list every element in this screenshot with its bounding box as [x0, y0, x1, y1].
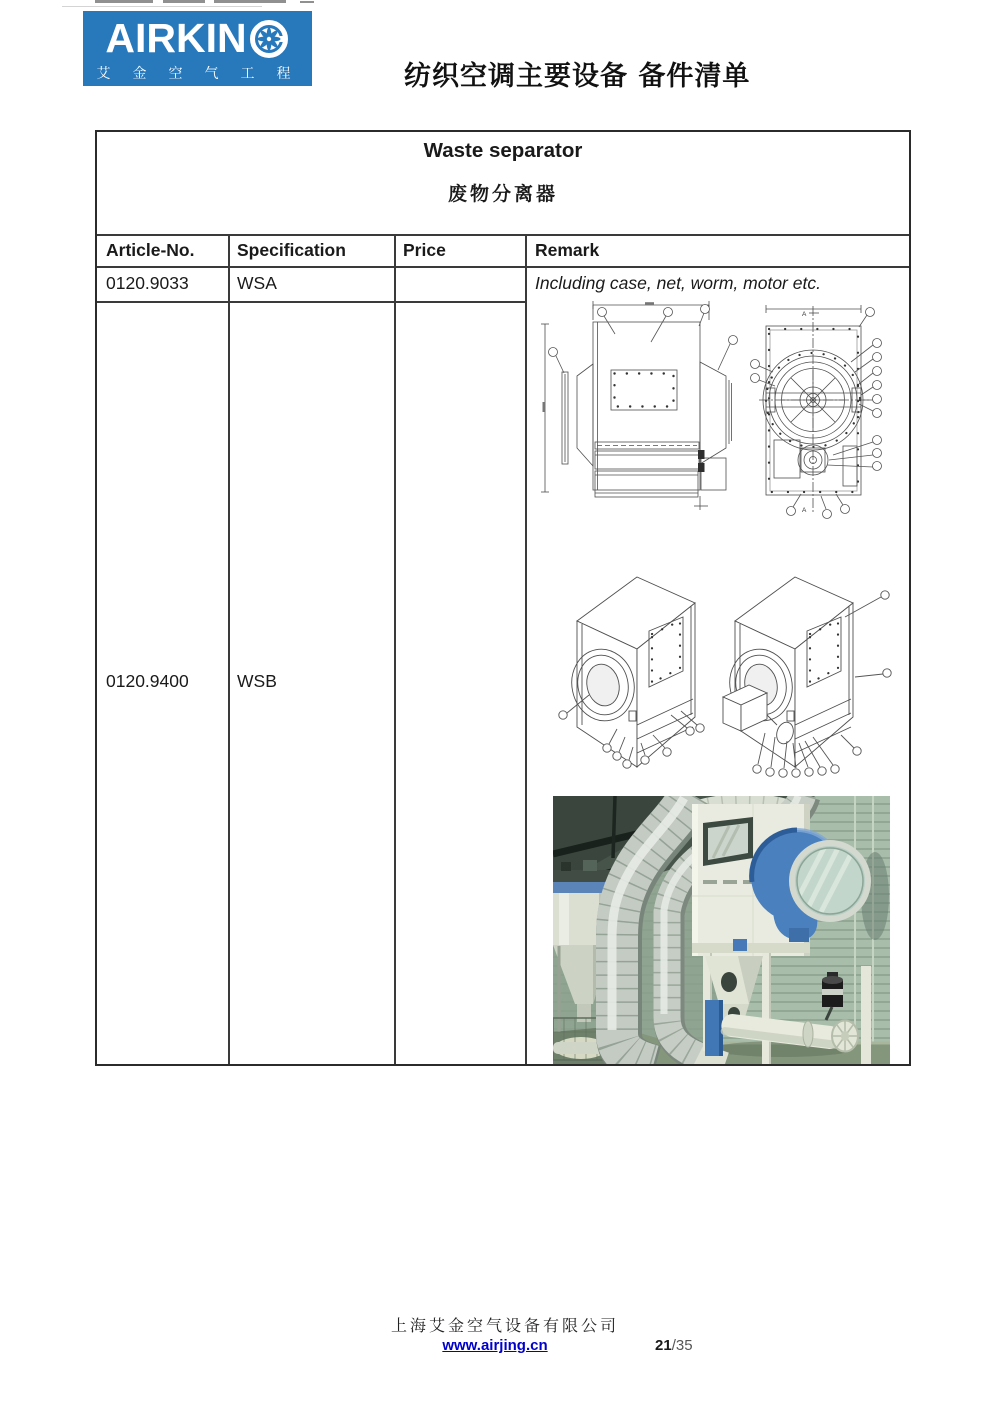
page-current: 21	[655, 1337, 672, 1354]
parts-table	[95, 130, 911, 1066]
isometric-drawing-figure	[545, 565, 905, 785]
footer-website-link[interactable]: www.airjing.cn	[442, 1337, 548, 1354]
cell-specification: WSB	[237, 671, 277, 691]
column-header-remark: Remark	[535, 240, 600, 260]
scan-artifact	[163, 0, 205, 3]
page-title: 纺织空调主要设备 备件清单	[404, 61, 751, 92]
cell-article-no: 0120.9033	[106, 273, 189, 293]
svg-text:A: A	[802, 507, 807, 514]
column-header-article-no: Article-No.	[106, 240, 195, 260]
footer-company-name: 上海艾金空气设备有限公司	[390, 1318, 619, 1335]
scan-artifact	[300, 1, 314, 3]
fan-g-icon	[248, 18, 290, 60]
page-separator: /	[671, 1337, 676, 1354]
svg-text:A: A	[802, 311, 807, 318]
page-total: 35	[675, 1337, 693, 1354]
left-view	[541, 301, 738, 510]
column-header-specification: Specification	[237, 240, 346, 260]
inspection-window	[703, 817, 753, 866]
table-title-zh: 废物分离器	[447, 184, 558, 205]
orthographic-drawing-figure	[533, 300, 905, 522]
table-line	[97, 234, 909, 236]
section-view	[751, 305, 882, 519]
logo-brand-text: AIRKIN	[105, 14, 247, 61]
airking-logo	[83, 11, 312, 86]
footer-page-number	[655, 1337, 693, 1354]
remark-cell	[525, 266, 907, 1064]
cell-article-no: 0120.9400	[106, 671, 189, 691]
logo-brand-row	[105, 16, 289, 60]
junction-box	[733, 939, 747, 951]
table-title-en: Waste separator	[423, 139, 583, 162]
scan-artifact	[214, 0, 286, 3]
table-line	[394, 234, 396, 1064]
column-header-price: Price	[403, 240, 446, 260]
cell-specification: WSA	[237, 273, 277, 293]
remark-note: Including case, net, worm, motor etc.	[535, 273, 821, 293]
table-line	[228, 234, 230, 1064]
scan-artifact	[95, 0, 153, 3]
support-post	[861, 966, 871, 1064]
scan-artifact	[62, 6, 262, 7]
installation-photo	[553, 796, 890, 1064]
logo-subtitle: 艾金空气工程	[96, 66, 313, 82]
table-line	[97, 301, 525, 303]
